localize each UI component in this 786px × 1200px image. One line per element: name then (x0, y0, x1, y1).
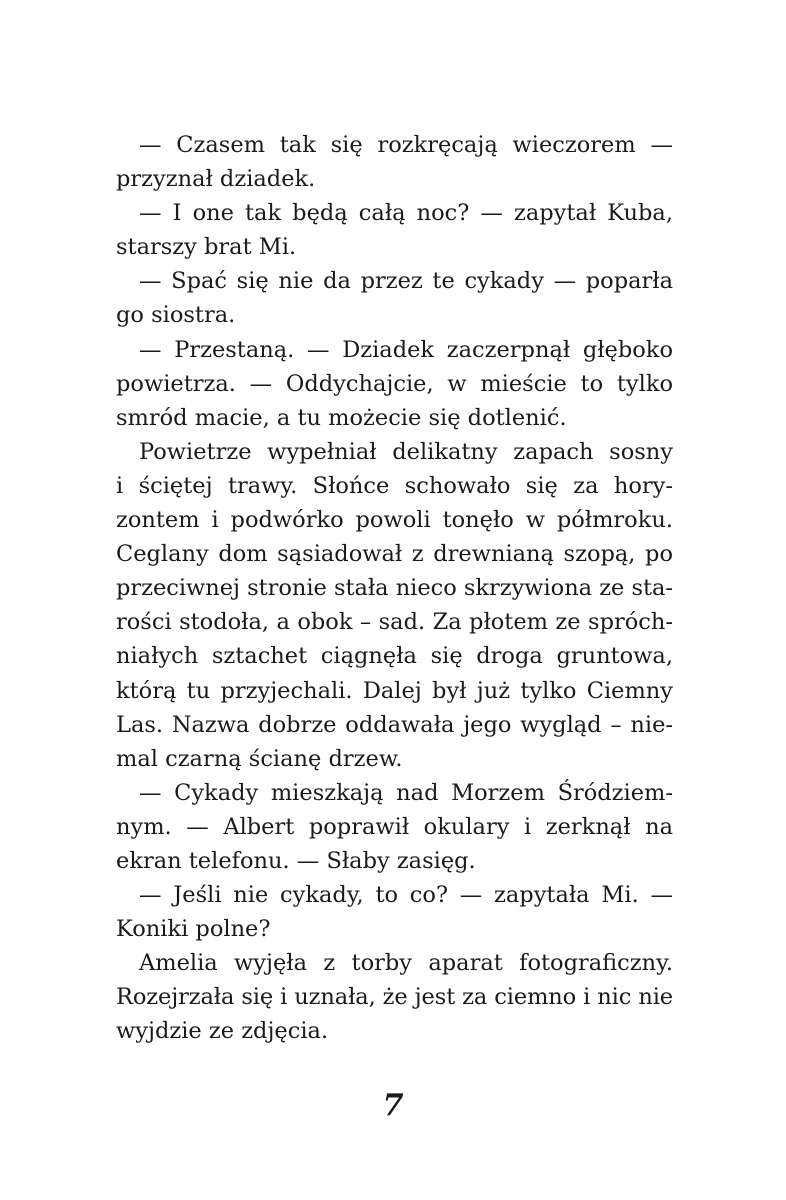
text-line: i ściętej trawy. Słońce schowało się za hory- (116, 472, 673, 499)
text-line: ekran telefonu. — Słaby zasięg. (116, 847, 476, 874)
text-line: którą tu przyjechali. Dalej był już tylko Ciemny (116, 677, 673, 704)
text-line: przeciwnej stronie stała nieco skrzywiona ze sta- (116, 575, 673, 602)
book-page-text (116, 128, 673, 1049)
text-line: — Jeśli nie cykady, to co? — zapytała Mi. — (139, 882, 673, 909)
text-line: starszy brat Mi. (116, 234, 297, 261)
text-line: Amelia wyjęła z torby aparat fotograficzny. (139, 950, 673, 977)
text-line: przyznał dziadek. (116, 166, 316, 193)
text-line: — Spać się nie da przez te cykady — poparła (139, 268, 673, 295)
text-line: mal czarną ścianę drzew. (116, 745, 403, 772)
text-line: — I one tak będą całą noc? — zapytał Kuba, (139, 200, 673, 227)
text-line: niałych sztachet ciągnęła się droga gruntowa, (116, 643, 673, 670)
text-line: Rozejrzała się i uznała, że jest za ciemno i nic nie (116, 984, 673, 1011)
text-line: smród macie, a tu możecie się dotlenić. (116, 404, 567, 431)
text-line: Ceglany dom sąsiadował z drewnianą szopą, po (116, 541, 673, 568)
text-line: — Czasem tak się rozkręcają wieczorem — (139, 132, 673, 158)
text-line: powietrza. — Oddychajcie, w mieście to tylko (116, 370, 673, 397)
text-line: Las. Nazwa dobrze oddawała jego wygląd – nie- (116, 711, 673, 738)
text-line: wyjdzie ze zdjęcia. (116, 1018, 329, 1045)
text-line: Koniki polne? (116, 916, 271, 943)
text-line: — Cykady mieszkają nad Morzem Śródziem- (139, 779, 673, 806)
text-line: nym. — Albert poprawił okulary i zerknął na (116, 813, 673, 840)
text-line: go siostra. (116, 302, 236, 329)
page-number: 7 (382, 1088, 404, 1123)
text-line: rości stodoła, a obok – sad. Za płotem ze spróch- (116, 609, 673, 636)
text-line: — Przestaną. — Dziadek zaczerpnął głęboko (139, 336, 673, 363)
text-line: Powietrze wypełniał delikatny zapach sosny (139, 438, 673, 465)
text-line: zontem i podwórko powoli tonęło w półmroku. (116, 507, 673, 534)
